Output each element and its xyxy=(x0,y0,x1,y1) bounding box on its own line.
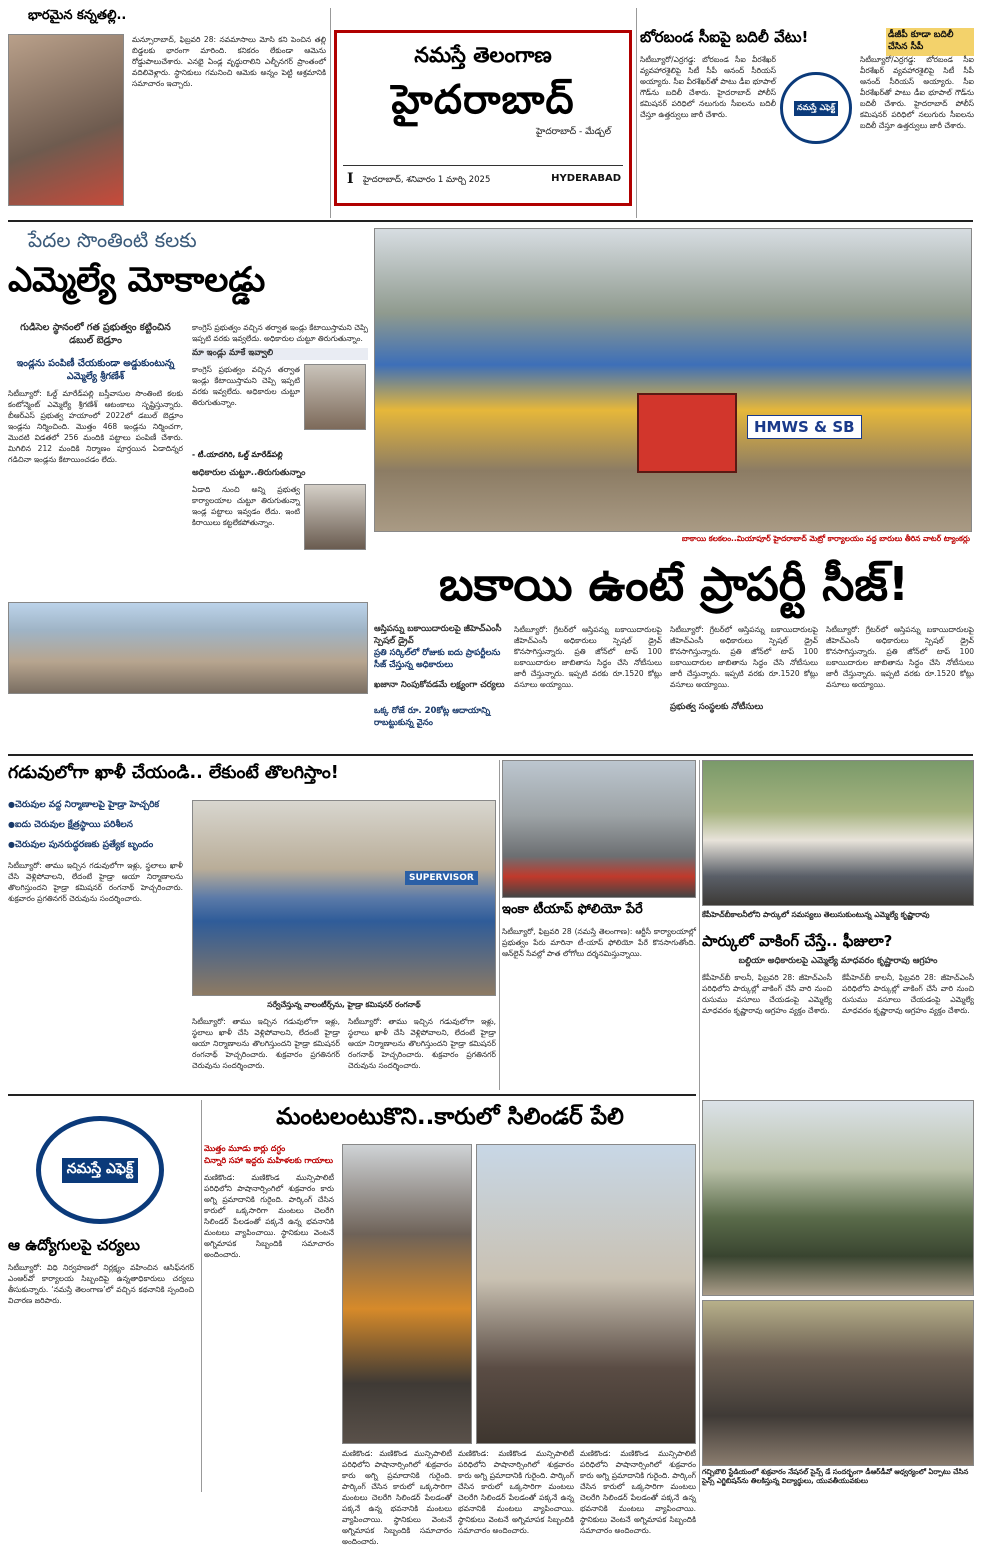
lead-deck-2: ఇండ్లను పంపిణీ చేయకుండా అడ్డుకుంటున్న ఎమ్మెల్యే శ్రీగణేశ్ xyxy=(16,358,175,382)
property-body-1: సిటీబ్యూరో: గ్రేటర్‌లో ఆస్తిపన్ను బకాయిదారులపై జీహెచ్‌ఎంసీ అధికారులు స్పెషల్ డ్రైవ్ కొనసాగిస్తున్నారు. ప్రతి జోన్‌లో టాప్ 100 బకాయిదారుల జాబితాను సిద్ధం చేసి నోటీసులు జారీ చేస్తున్నారు. ఇప్పటి వరకు రూ.1520 కోట్లు వసూలు అయ్యాయి. xyxy=(514,625,662,689)
property-sub: ప్రభుత్వ సంస్థలకు నోటీసులు xyxy=(670,702,764,712)
mid-divider xyxy=(8,754,973,756)
edition-title: హైదరాబాద్ xyxy=(391,77,575,123)
encroach-body-2: సిటీబ్యూరో: తాము ఇచ్చిన గడువులోగా ఇళ్లు, స్థలాలు ఖాళీ చేసి వెళ్లిపోవాలని, లేదంటే హైడ్రా ఆయా నిర్మాణాలను తొలగిస్తుందని హైడ్రా కమిషనర్ రంగనాథ్ హెచ్చరించారు. శుక్రవారం ప్రగతినగర్ చెరువును సందర్శించారు. xyxy=(192,1017,340,1070)
fire-deck-1: మొత్తం మూడు కార్లు దగ్ధం xyxy=(204,1144,286,1153)
housing-colony-photo xyxy=(8,602,368,694)
encroach-story xyxy=(8,760,496,1090)
lead-quote2: ఏడాది నుంచి అన్ని ప్రభుత్వ కార్యాలయాల చుట్టూ తిరుగుతున్నా ఇండ్ల పట్టాలు ఇవ్వడం లేదు. ఇంటి కిరాయిలు కట్టలేకపోతున్నాం. xyxy=(192,485,300,527)
effect-headline: ఆ ఉద్యోగులపై చర్యలు xyxy=(8,1236,140,1254)
column-rule-3 xyxy=(499,760,500,1090)
park-headline: పార్కులో వాకింగ్ చేస్తే.. ఫీజులా? xyxy=(702,932,893,950)
lead-deck-1: గుడిసెల స్థానంలో గత ప్రభుత్వం కట్టించిన డబుల్ బెడ్రూం xyxy=(20,322,171,346)
tanker-caption: బాకాయి కలకలం..మియాపూర్ హైదరాబాద్ మెట్రో కార్యాలయం వద్ద బారులు తీరిన వాటర్ ట్యాంకర్లు xyxy=(681,534,970,543)
encroach-bullet-3: ● చెరువుల పునరుద్ధరణకు ప్రత్యేక బృందం xyxy=(8,840,183,852)
left-top-headline: భారమైన కన్నతల్లి.. xyxy=(28,8,127,23)
resident-photo-1 xyxy=(304,364,366,430)
right-top-side-head: డీజీపీ కూడా బదిలీ చేసిన సీపీ xyxy=(886,28,974,56)
column-rule-5 xyxy=(201,1100,202,1492)
effect-badge-label: నమస్తే ఎఫెక్ట్ xyxy=(62,1158,139,1183)
tanker-photo xyxy=(374,228,972,532)
park-body: కేపీహెచ్‌బీ కాలనీ, ఫిబ్రవరి 28: జీహెచ్‌ఎంసీ పరిధిలోని పార్కుల్లో వాకింగ్ చేసే వారి నుంచి రుసుము వసూలు చేయడంపై ఎమ్మెల్యే మాధవరం కృష్ణారావు ఆగ్రహం వ్యక్తం చేశారు. xyxy=(702,973,832,1015)
encroach-body-3: సిటీబ్యూరో: తాము ఇచ్చిన గడువులోగా ఇళ్లు, స్థలాలు ఖాళీ చేసి వెళ్లిపోవాలని, లేదంటే హైడ్రా ఆయా నిర్మాణాలను తొలగిస్తుందని హైడ్రా కమిషనర్ రంగనాథ్ హెచ్చరించారు. శుక్రవారం ప్రగతినగర్ చెరువును సందర్శించారు. xyxy=(348,1017,496,1070)
supervisor-vest: SUPERVISOR xyxy=(405,871,478,885)
park-photo xyxy=(702,760,974,906)
fire-body-4: మణికొండ: మణికొండ మున్సిపాలిటీ పరిధిలోని పాషానార్సింగిలో శుక్రవారం కారు అగ్ని ప్రమాదానికి గురైంది. పార్కింగ్ చేసిన కారులో ఒక్కసారిగా మంటలు చెలరేగి సిలిండర్ పేలడంతో పక్కనే ఉన్న భవనానికి మంటలు వ్యాపించాయి. స్థానికులు వెంటనే అగ్నిమాపక సిబ్బందికి సమాచారం అందించారు. xyxy=(580,1449,696,1535)
effect-badge xyxy=(36,1116,164,1224)
edition-sub: హైదరాబాద్ - మేడ్చల్ xyxy=(536,127,611,137)
park-deck: బల్దియా అధికారులపై ఎమ్మెల్యే మాధవరం కృష్ణారావు ఆగ్రహం xyxy=(738,956,938,966)
mother-photo xyxy=(8,34,124,206)
tifo-story xyxy=(502,760,696,1090)
park-body-2: కేపీహెచ్‌బీ కాలనీ, ఫిబ్రవరి 28: జీహెచ్‌ఎంసీ పరిధిలోని పార్కుల్లో వాకింగ్ చేసే వారి నుంచి రుసుము వసూలు చేయడంపై ఎమ్మెల్యే మాధవరం కృష్ణారావు ఆగ్రహం వ్యక్తం చేశారు. xyxy=(842,973,974,1015)
top-divider xyxy=(8,220,973,222)
tifo-headline: ఇంకా టీయాప్ ఫోలియో పేరే xyxy=(502,902,643,917)
lead-story xyxy=(8,228,368,698)
column-rule-2 xyxy=(636,8,637,218)
lead-body: సిటీబ్యూరో: ఓల్డ్ మారేడ్‌పల్లి బస్తీవాసుల సొంతింటి కలకు కంటోన్మెంట్ ఎమ్మెల్యే శ్రీగణేశ్ ఆటంకాలు సృష్టిస్తున్నారు. బీఆర్‌ఎస్ ప్రభుత్వ హయాంలో 2022లో డబుల్ బెడ్రూం ఇండ్లను నిర్మించింది. మొత్తం 468 ఇండ్లను నిర్మించగా, మొదటి విడతలో 256 మందికి పట్టాలు పంపిణీ చేశారు. మిగిలిన 212 మందికి నిర్మాణం పూర్తయిన ఏడాదిన్నర గడిచినా ఇండ్లను కేటాయించడం లేదు. xyxy=(8,389,183,464)
property-deck-1: ఆస్తిపన్ను బకాయిదారులపై జీహెచ్‌ఎంసీ స్పెషల్ డ్రైవ్ xyxy=(374,624,502,646)
lead-headline: ఎమ్మెల్యే మోకాలడ్డు xyxy=(8,260,266,300)
tank-exhibit-photo xyxy=(702,1100,974,1296)
column-rule-4 xyxy=(699,760,700,1492)
students-photo xyxy=(702,1300,974,1466)
lead-quote1-intro: కాంగ్రెస్ ప్రభుత్వం వచ్చిన తర్వాత ఇండ్లు కేటాయిస్తామని చెప్పి ఇప్పటి వరకు ఇవ్వలేదు. అధికారుల చుట్టూ తిరుగుతున్నాం. xyxy=(192,323,368,343)
lead-quote1: కాంగ్రెస్ ప్రభుత్వం వచ్చిన తర్వాత ఇండ్లు కేటాయిస్తామని చెప్పి ఇప్పటి వరకు ఇవ్వలేదు. అధికారుల చుట్టూ తిరుగుతున్నాం. xyxy=(192,365,300,407)
fire-body-2: మణికొండ: మణికొండ మున్సిపాలిటీ పరిధిలోని పాషానార్సింగిలో శుక్రవారం కారు అగ్ని ప్రమాదానికి గురైంది. పార్కింగ్ చేసిన కారులో ఒక్కసారిగా మంటలు చెలరేగి సిలిండర్ పేలడంతో పక్కనే ఉన్న భవనానికి మంటలు వ్యాపించాయి. స్థానికులు వెంటనే అగ్నిమాపక సిబ్బందికి సమాచారం అందించారు. xyxy=(342,1449,452,1546)
tifo-body: సిటీబ్యూరో, ఫిబ్రవరి 28 (నమస్తే తెలంగాణ): ఆర్టీసీ కార్యాలయాల్లో ప్రభుత్వం పేరు మారినా టీ-యాప్ ఫోలియో పేరే కొనసాగుతోంది. ఆన్‌లైన్ సేవల్లో పాత లోగోలు దర్శనమిస్తున్నాయి. xyxy=(502,927,696,958)
lower-divider xyxy=(8,1094,696,1096)
encroach-caption: సర్వేచేస్తున్న వాలంటీర్స్‌ను, హైడ్రా కమిషనర్ రంగనాథ్ xyxy=(267,1000,421,1009)
park-photo-caption: కేపీహెచ్‌బీకాలనీలోని పార్కులో సమస్యలు తెలుసుకుంటున్న ఎమ్మెల్యే కృష్ణారావు xyxy=(702,910,930,919)
fire-story xyxy=(204,1100,696,1546)
effect-body: సిటీబ్యూరో: విధి నిర్వహణలో నిర్లక్ష్యం వహించిన ఆసిఫ్‌నగర్ ఎంఆర్‌వో కార్యాలయ సిబ్బందిపై ఉన్నతాధికారులు చర్యలు తీసుకున్నారు. ‘నమస్తే తెలంగాణ’లో వచ్చిన కథనానికి స్పందించి విచారణ జరిపారు. xyxy=(8,1263,194,1305)
park-story xyxy=(702,760,974,1090)
property-story xyxy=(374,552,974,748)
crowd-photo xyxy=(476,1144,696,1444)
property-body-3: సిటీబ్యూరో: గ్రేటర్‌లో ఆస్తిపన్ను బకాయిదారులపై జీహెచ్‌ఎంసీ అధికారులు స్పెషల్ డ్రైవ్ కొనసాగిస్తున్నారు. ప్రతి జోన్‌లో టాప్ 100 బకాయిదారుల జాబితాను సిద్ధం చేసి నోటీసులు జారీ చేస్తున్నారు. ఇప్పటి వరకు రూ.1520 కోట్లు వసూలు అయ్యాయి. xyxy=(826,625,974,689)
effect-story xyxy=(8,1100,198,1492)
right-top-story xyxy=(640,28,974,218)
lead-quote2-head: అధికారుల చుట్టూ..తిరుగుతున్నాం xyxy=(192,468,306,478)
edition-en: HYDERABAD xyxy=(551,173,621,184)
property-deck-4: ఒక్క రోజే రూ. 20కోట్ల ఆదాయాన్ని రాబట్టుకున్న వైనం xyxy=(374,706,491,728)
encroach-bullet-1: ● చెరువుల వద్ద నిర్మాణాలపై హైడ్రా హెచ్చరిక xyxy=(8,800,183,812)
bottom-right-caption: గచ్చిబౌలి స్టేడియంలో శుక్రవారం నేషనల్ సైన్స్ డే సందర్భంగా డీఆర్‌డీవో ఆధ్వర్యంలో ఏర్పాటు చేసిన సైన్స్ ఎగ్జిబిషన్‌ను తిలకిస్తున్న విద్యార్థులు, యువతీయువకులు xyxy=(702,1468,969,1485)
encroach-headline: గడువులోగా ఖాళీ చేయండి.. లేకుంటే తొలగిస్తాం! xyxy=(8,763,339,783)
right-top-headline: బోరబండ సీఐపై బదిలీ వేటు! xyxy=(640,28,809,46)
dateline: హైదరాబాద్, శనివారం 1 మార్చి 2025 xyxy=(363,175,491,185)
traffic-photo xyxy=(502,760,696,898)
property-headline: బకాయి ఉంటే ప్రాపర్టీ సీజ్! xyxy=(438,557,909,611)
effect-badge-small xyxy=(780,72,852,144)
fire-photo xyxy=(342,1144,472,1444)
left-top-body: మన్సూరాబాద్, ఫిబ్రవరి 28: నవమాసాలు మోసి కని పెంచిన తల్లి బిడ్డలకు భారంగా మారింది. కనికరం లేకుండా ఆమెను రోడ్డుపాలుచేశారు. ఎనభై ఏండ్ల వృద్ధురాలిని ఎల్బీనగర్ ప్రాంతంలో వదిలివెళ్లారు. స్థానికులు గమనించి ఆమెకు అన్నం పెట్టి ఆశ్రమానికి సమాచారం ఇచ్చారు. xyxy=(132,35,326,88)
lead-quote1-by: - టీ.యాదగిరి, ఓల్డ్ మారేడ్‌పల్లి xyxy=(192,450,283,459)
fire-body: మణికొండ: మణికొండ మున్సిపాలిటీ పరిధిలోని పాషానార్సింగిలో శుక్రవారం కారు అగ్ని ప్రమాదానికి గురైంది. పార్కింగ్ చేసిన కారులో ఒక్కసారిగా మంటలు చెలరేగి సిలిండర్ పేలడంతో పక్కనే ఉన్న భవనానికి మంటలు వ్యాపించాయి. స్థానికులు వెంటనే అగ్నిమాపక సిబ్బందికి సమాచారం అందించారు. xyxy=(204,1173,334,1259)
encroach-photo xyxy=(192,800,496,996)
property-deck-2: ప్రతి సర్కిల్‌లో రోజుకు ఐదు ప్రాపర్టీలను సీజ్ చేస్తున్న అధికారులు xyxy=(374,648,501,670)
paper-name: నమస్తే తెలంగాణ xyxy=(414,43,552,67)
property-body-2: సిటీబ్యూరో: గ్రేటర్‌లో ఆస్తిపన్ను బకాయిదారులపై జీహెచ్‌ఎంసీ అధికారులు స్పెషల్ డ్రైవ్ కొనసాగిస్తున్నారు. ప్రతి జోన్‌లో టాప్ 100 బకాయిదారుల జాబితాను సిద్ధం చేసి నోటీసులు జారీ చేస్తున్నారు. ఇప్పటి వరకు రూ.1520 కోట్లు వసూలు అయ్యాయి. xyxy=(670,625,818,689)
tanker-truck-cab xyxy=(637,393,737,473)
fire-body-3: మణికొండ: మణికొండ మున్సిపాలిటీ పరిధిలోని పాషానార్సింగిలో శుక్రవారం కారు అగ్ని ప్రమాదానికి గురైంది. పార్కింగ్ చేసిన కారులో ఒక్కసారిగా మంటలు చెలరేగి సిలిండర్ పేలడంతో పక్కనే ఉన్న భవనానికి మంటలు వ్యాపించాయి. స్థానికులు వెంటనే అగ్నిమాపక సిబ్బందికి సమాచారం అందించారు. xyxy=(458,1449,574,1535)
column-rule-1 xyxy=(330,8,331,218)
masthead xyxy=(334,30,632,206)
encroach-body: సిటీబ్యూరో: తాము ఇచ్చిన గడువులోగా ఇళ్లు, స్థలాలు ఖాళీ చేసి వెళ్లిపోవాలని, లేదంటే హైడ్రా ఆయా నిర్మాణాలను తొలగిస్తుందని హైడ్రా కమిషనర్ రంగనాథ్ హెచ్చరించారు. శుక్రవారం ప్రగతినగర్ చెరువును సందర్శించారు. xyxy=(8,861,183,903)
right-top-body: సిటీబ్యూరో/ఎర్రగడ్డ: బోరబండ సీఐ వీరశేఖర్ వ్యవహారశైలిపై సిటీ సీపీ ఆనంద్ సీరియస్ అయ్యారు. సీఐ వీరశేఖర్‌తో పాటు డీఐ భూపాల్ గౌడ్‌ను బదిలీ చేశారు. హైదరాబాద్ పోలీస్ కమిషనర్ పరిధిలో నలుగురు సీఐలను బదిలీ చేస్తూ ఉత్తర్వులు జారీ చేశారు. xyxy=(640,55,776,119)
resident-photo-2 xyxy=(304,484,366,550)
page-number: I xyxy=(347,171,354,187)
fire-deck-2: చిన్నారి సహా ఇద్దరు మహిళలకు గాయాలు xyxy=(204,1156,334,1165)
property-deck-3: ఖజానా నింపుకోవడమే లక్ష్యంగా చర్యలు xyxy=(374,680,505,690)
lead-quote1-head: మా ఇండ్లు మాకే ఇవ్వాలి xyxy=(192,348,368,360)
left-top-story xyxy=(8,8,326,218)
right-top-body-cont: సిటీబ్యూరో/ఎర్రగడ్డ: బోరబండ సీఐ వీరశేఖర్ వ్యవహారశైలిపై సిటీ సీపీ ఆనంద్ సీరియస్ అయ్యారు. సీఐ వీరశేఖర్‌తో పాటు డీఐ భూపాల్ గౌడ్‌ను బదిలీ చేశారు. హైదరాబాద్ పోలీస్ కమిషనర్ పరిధిలో నలుగురు సీఐలను బదిలీ చేస్తూ ఉత్తర్వులు జారీ చేశారు. xyxy=(860,55,974,130)
encroach-bullet-2: ● ఐదు చెరువుల క్షేత్రస్థాయి పరిశీలన xyxy=(8,820,183,832)
lead-kicker: పేదల సొంతింటి కలకు xyxy=(28,228,197,252)
effect-badge-small-label: నమస్తే ఎఫెక్ట్ xyxy=(794,101,838,116)
tanker-label: HMWS & SB xyxy=(747,415,862,439)
fire-headline: మంటలంటుకొని..కారులో సిలిండర్ పేలి xyxy=(276,1104,624,1130)
